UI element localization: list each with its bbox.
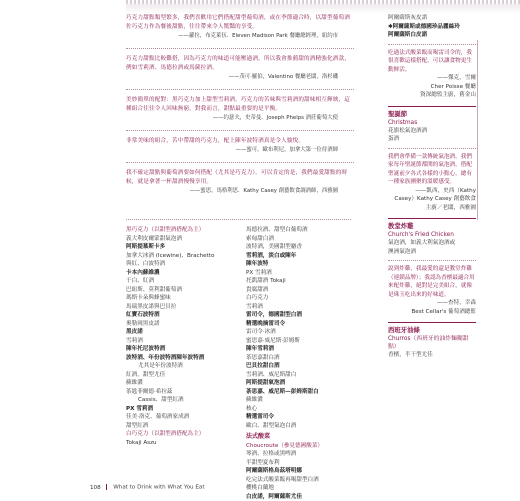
list-item: 氣泡酒，如義大利氣泡酒或 [388,239,476,248]
list-item: 陳年雪莉酒 [246,345,356,354]
list-heading: 白巧克力（以甜型酒搭配為主） [126,430,244,439]
list-item: 白巧克力 [246,294,356,303]
divider [126,162,354,163]
list-item: 半甜型夏布利 [246,459,356,468]
list-item: 巴貝拉甜白酒 [246,362,356,371]
list-item: 蘇維濃 [246,396,356,405]
list-item: 索甸甜白酒 [246,235,356,244]
list-item: 黑皮諾 [126,328,244,337]
list-item: 馬德拉酒、甜型白葡萄酒 [246,226,356,235]
list-item: 茶思嘉、威尼斯—彭姆斯甜白 [246,388,356,397]
list-item: 巴紐斯、莫利甜葡萄酒 [126,286,244,295]
list-item: 義大利皮爾蒙甜氣泡酒 [126,235,244,244]
quote-text: 我不確定甜點與葡萄酒要如何搭配（尤其是巧克力）。可以肯定的是，我們最愛甜點的時候，就是拿著一杯甜酒慢慢享用。 [126,169,354,187]
quote-block [126,55,354,81]
quotes-column [126,14,354,203]
quote-text: 吃過法式酸菜飯而喝雷司令的，我很喜歡這樣搭配，可以讓食物更生動鮮活。 [388,49,476,75]
top-shadow [126,4,520,14]
pairing-list-middle [246,226,356,501]
section-title: 聖誕節 [388,110,476,119]
quote-block [126,169,354,195]
list-item: 干白、紅酒 [126,277,244,286]
list-item: 阿爾薩斯灰皮諾 [388,14,476,23]
section-church-fried-chicken [388,218,476,256]
divider [388,148,476,149]
list-item: 蘇維濃 [126,379,244,388]
list-item: 蛋酒 [388,135,476,144]
section-subtitle: Christmas [388,119,476,127]
list-item: 歐白、甜型氣泡白酒 [246,422,356,431]
list-item: 雪莉酒、威尼斯甜白 [246,371,356,380]
list-item: 核心 [246,405,356,414]
quote-attribution-line: Cher Poisse 餐廳 [388,83,476,92]
list-item: 甜型紅酒 [126,422,244,431]
quote-text: 巧克力甜點比較難搭，因為巧克力的味道可能壓過酒。所以我會推薦甜的酒精強化酒款，例如雪莉酒、馬德拉酒或馬薩拉酒。 [126,55,354,73]
quote-attribution-line: Best Cellar's 葡萄酒總監 [388,308,476,317]
page-number: 108 [90,485,101,491]
list-item: PX 雪莉酒 [246,269,356,278]
list-item: 茶思嘉甜白酒 [246,354,356,363]
list-item: 精選雷司令 [246,413,356,422]
list-item: 尤其是年份波特酒 [126,362,244,371]
section-title: 西班牙油條 [388,326,476,335]
list-item: 紅寶石波特酒 [126,311,244,320]
list-item: 阿爾薩斯白皮諾 [388,31,476,40]
list-item: 花旗松氣泡酒酒 [388,127,476,136]
quote-attribution: ——約瑟夫，史蒂曼．Joseph Phelps 酒莊葡萄大使 [126,114,354,122]
quote-text: 巧克力甜點類型繁多，我們喜歡用它們搭配甜型葡萄酒，或在季節適合時，以甜型葡萄酒佐巧克力作為餐後甜點，往往帶來令人驚豔的享受。 [126,14,354,32]
quote-text: 我們會準備一款傳統氣泡酒。我們家每年聖誕節都開的氣泡酒，搭配聖誕前夕各式各樣的小點心，總有一種家族團聚的溫暖感受。 [388,153,476,187]
list-item: 澳洲氣泡酒 [388,248,476,257]
list-item: 雪莉酒，淡白或陳年 [246,252,356,261]
quote-attribution-line: 資深總監主廚，舊金山 [388,91,476,100]
list-item: 波特酒，美國甜型麝香 [246,243,356,252]
list-item: 瑪斯卡朵與蜂蜜味 [126,294,244,303]
right-column [388,14,476,360]
quote-attribution-line: 主廚／老闆，西雅圖 [388,204,476,213]
quote-attribution: ——茂可·羅伯，Valentino 餐廳老闆，洛杉磯 [126,73,354,81]
list-item: Tokaji Aszu [126,439,244,448]
list-item: 香檳，半干型尤佳 [388,351,476,360]
list-item: 精選晚摘雷司令 [246,320,356,329]
divider [388,260,476,261]
pairing-list-left [126,226,244,447]
book-title: What to Drink with What You Eat [113,485,204,491]
quote-block [126,14,354,40]
divider [126,219,351,220]
list-item: 阿斯提慕斯卡多 [126,243,244,252]
divider [126,48,354,49]
section-subtitle: Churros（西班牙的油炸麵糊甜點） [388,335,476,351]
list-heading: 黑巧克力（以甜型酒搭配為主） [126,226,244,235]
quote-attribution: ——蘿拉，布克萊伍．Eleven Madison Park 餐廳總經理，紐約市 [126,32,354,40]
list-item: 茶匙菲爾德·希拉茲 [126,388,244,397]
quote-block [126,137,354,154]
list-item: 雷司令·冰酒 [246,328,356,337]
list-item: 卡本內蘇維濃 [126,269,244,278]
quote-attribution: ——凱西，史西（Kathy [388,187,476,196]
list-item: ✱阿爾薩斯或德國珍品麗絲玲 [388,23,476,32]
list-item: 托凱甜酒 Tokaji [246,277,356,286]
divider [126,130,354,131]
side-rule [477,40,478,220]
list-item: 雪莉酒 [126,337,244,346]
list-item: 加拿大冰酒 (Icewine)、Brachetto [126,252,244,261]
section-christmas [388,106,476,144]
list-item: 佳美·洛克、葡萄酒家成酒 [126,413,244,422]
quote-text: 美妙簡單的配對：黑巧克力加上甜型雪莉酒。巧克力的苦味與雪莉酒的甜味相互輝映，這種組合往往令人回味無窮，對我而言，甜點最重要的是平衡。 [126,96,354,114]
list-item: PX 雪莉酒 [126,405,244,414]
list-item: 陳年波特 [246,260,356,269]
quote-attribution: ——蜜思，馬格利思．Kathy Casey 創藝飲食調酒師，西雅圖 [126,187,354,195]
quote-attribution-line: Casey）Kathy Casey 創藝飲食 [388,195,476,204]
list-item: 波特酒、年份波特酒陳年波特酒 [126,354,244,363]
quote-attribution: ——查特，幸森 [388,299,476,308]
list-heading: 法式酸菜 [246,433,356,442]
quote-text: 說到炸雞，我最愛的還是教堂炸雞（連鎖品牌）；我認為香檳最適合用來配炸雞，絕對是完美組合，就像是珠玉吃出來的好味道。 [388,265,476,299]
list-item: 與紅、白波特酒 [126,260,244,269]
list-item: Cassis、甜型紅酒 [126,396,244,405]
list-item: 紅酒，甜型尤佳 [126,371,244,380]
list-item: 貴腐甜酒 [246,286,356,295]
list-item: 雷司令，德國甜型白酒 [246,311,356,320]
list-item: 櫻桃白蘭地 [246,484,356,493]
list-item: 雪莉酒 [246,303,356,312]
footer-bar [106,484,107,490]
list-item: 蜜思嘉·威尼斯·彭姆斯 [246,337,356,346]
right-top-list [388,14,476,40]
list-item: 陳年托尼波特酒 [126,345,244,354]
page-footer [90,484,205,491]
list-item: 阿斯提甜氣泡酒 [246,379,356,388]
list-item: 琴酒、拉格或黑啤酒 [246,450,356,459]
list-item: Choucroute（參見德國酸菜） [246,442,356,451]
section-subtitle: Church's Fried Chicken [388,231,476,239]
section-churros [388,322,476,360]
quote-attribution: ——蜜可，歐布利尼，加拿大第一位侍酒師 [126,146,354,154]
list-item: 阿爾薩斯格烏茲塔明娜 [246,467,356,476]
quote-text: 非常美味的組合，苦中帶甜的巧克力，配上陳年波特酒真是令人愉悅。 [126,137,354,146]
list-item: 吃完法式酸菜飯再喝甜型白酒 [246,476,356,485]
section-title: 教堂炸雞 [388,222,476,231]
divider [388,44,476,45]
divider [126,89,354,90]
quote-attribution: ——傑克，雪爾 [388,74,476,83]
quote-block [126,96,354,122]
list-item: 奧勒岡黑皮諾 [126,320,244,329]
list-item: 白皮諾，阿爾薩斯尤佳 [246,493,356,501]
list-item: 馬瑞黑皮諾與巴貝拉 [126,303,244,312]
